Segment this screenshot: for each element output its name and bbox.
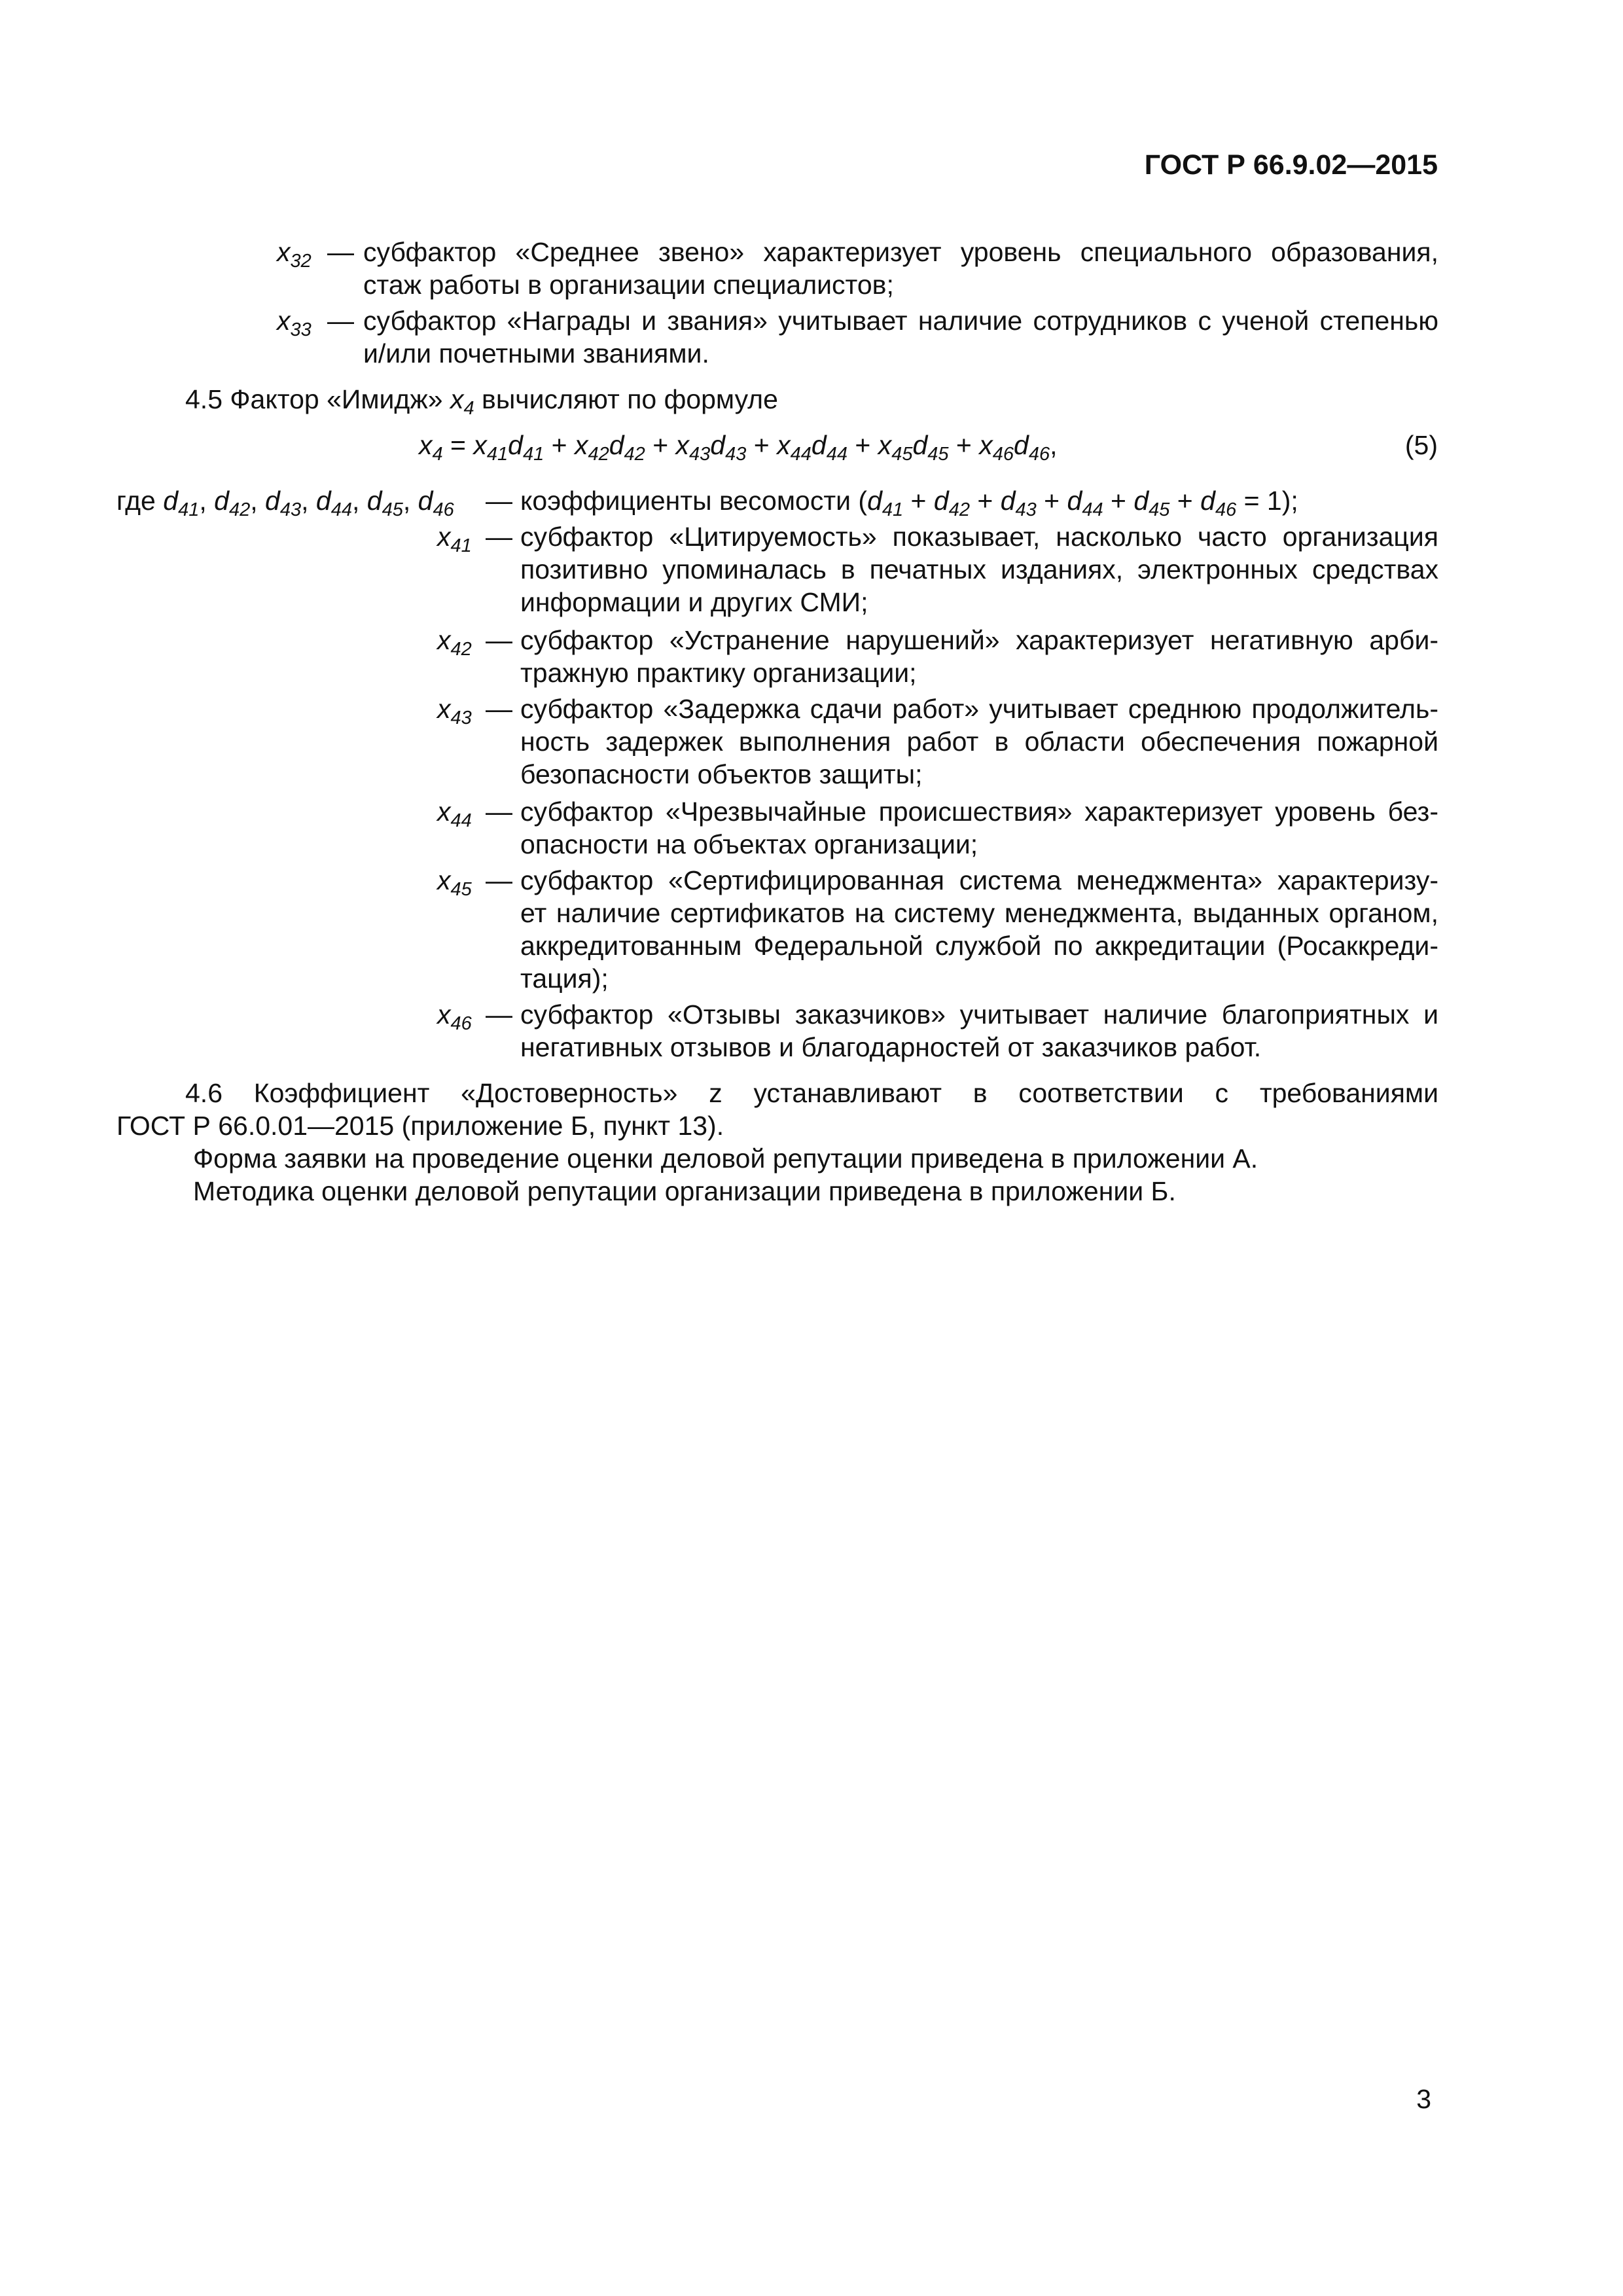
def-dash: — [486,999,512,1030]
paragraph-application-form: Форма заявки на проведение оценки деловой репутации приведена в приложении А. [193,1143,1258,1174]
def-text-x41-line2: позитивно упоминалась в печатных изданиях, электронных средствах [520,554,1438,584]
def-text-x43-line1: субфактор «Задержка сдачи работ» учитывает среднюю продолжитель- [520,694,1438,724]
document-header: ГОСТ Р 66.9.02—2015 [1144,149,1438,181]
def-text-x46-line1: субфактор «Отзывы заказчиков» учитывает наличие благоприятных и [520,999,1438,1030]
where-text: коэффициенты весомости $(d_{41} + d_{42} + d_{43} + d_{44} + d_{45} + d_{46} = 1)$; [520,486,1298,520]
def-text-x33-line1: субфактор «Награды и звания» учитывает наличие сотрудников с ученой степенью [363,306,1438,336]
def-symbol-x44: $x_{44}$ [437,797,472,831]
def-symbol-x42: $x_{42}$ [437,625,472,660]
page-number: 3 [1416,2084,1431,2114]
def-text-x45-line4: тация); [520,963,609,994]
def-text-x46-line2: негативных отзывов и благодарностей от заказчиков работ. [520,1032,1262,1062]
def-symbol-x33: $x_{33}$ [277,306,312,340]
def-text-x44-line2: опасности на объектах организации; [520,829,978,859]
def-symbol-x43: $x_{43}$ [437,694,472,728]
def-text-x45-line2: ет наличие сертификатов на систему менеджмента, выданных органом, [520,898,1438,928]
def-dash: — [486,486,512,516]
def-dash: — [486,625,512,655]
def-dash: — [486,865,512,895]
formula-number: (5) [1404,430,1438,460]
def-symbol-x45: $x_{45}$ [437,865,472,900]
def-text-x41-line1: субфактор «Цитируемость» показывает, насколько часто организация [520,522,1438,552]
def-dash: — [486,797,512,827]
def-text-x45-line3: аккредитованным Федеральной службой по аккредитации (Росаккреди- [520,931,1438,961]
def-text-x44-line1: субфактор «Чрезвычайные происшествия» характеризует уровень без- [520,797,1438,827]
where-symbols: где $d_{41}$, $d_{42}$, $d_{43}$, $d_{44}$, $d_{45}$, $d_{46}$ [116,486,454,520]
section-4-6-line1: 4.6 Коэффициент «Достоверность» z устанавливают в соответствии с требованиями [185,1078,1438,1108]
def-text-x33-line2: и/или почетными званиями. [363,338,709,368]
def-text-x32-line1: субфактор «Среднее звено» характеризует уровень специального образования, [363,237,1438,267]
def-text-x32-line2: стаж работы в организации специалистов; [363,270,894,300]
section-4-6-line2: ГОСТ Р 66.0.01—2015 (приложение Б, пункт 13). [116,1111,724,1141]
def-dash: — [486,694,512,724]
def-text-x45-line1: субфактор «Сертифицированная система менеджмента» характеризу- [520,865,1438,895]
def-symbol-x41: $x_{41}$ [437,522,472,556]
def-text-x43-line2: ность задержек выполнения работ в области обеспечения пожарной [520,726,1438,757]
def-text-x43-line3: безопасности объектов защиты; [520,759,923,789]
def-dash: — [327,306,354,336]
def-dash: — [486,522,512,552]
paragraph-methodology: Методика оценки деловой репутации организации приведена в приложении Б. [193,1176,1176,1206]
def-dash: — [327,237,354,267]
section-4-5-intro: 4.5 Фактор «Имидж» $x_4$ вычисляют по формуле [185,384,778,419]
def-text-x41-line3: информации и других СМИ; [520,587,868,617]
def-symbol-x32: $x_{32}$ [277,237,312,272]
def-text-x42-line2: тражную практику организации; [520,658,917,688]
formula-5: $x_4 = x_{41}d_{41} + x_{42}d_{42} + x_{43}d_{43} + x_{44}d_{44} + x_{45}d_{45} + x_{46}d_{46}$, [419,430,1058,465]
def-symbol-x46: $x_{46}$ [437,999,472,1034]
def-text-x42-line1: субфактор «Устранение нарушений» характеризует негативную арби- [520,625,1438,655]
